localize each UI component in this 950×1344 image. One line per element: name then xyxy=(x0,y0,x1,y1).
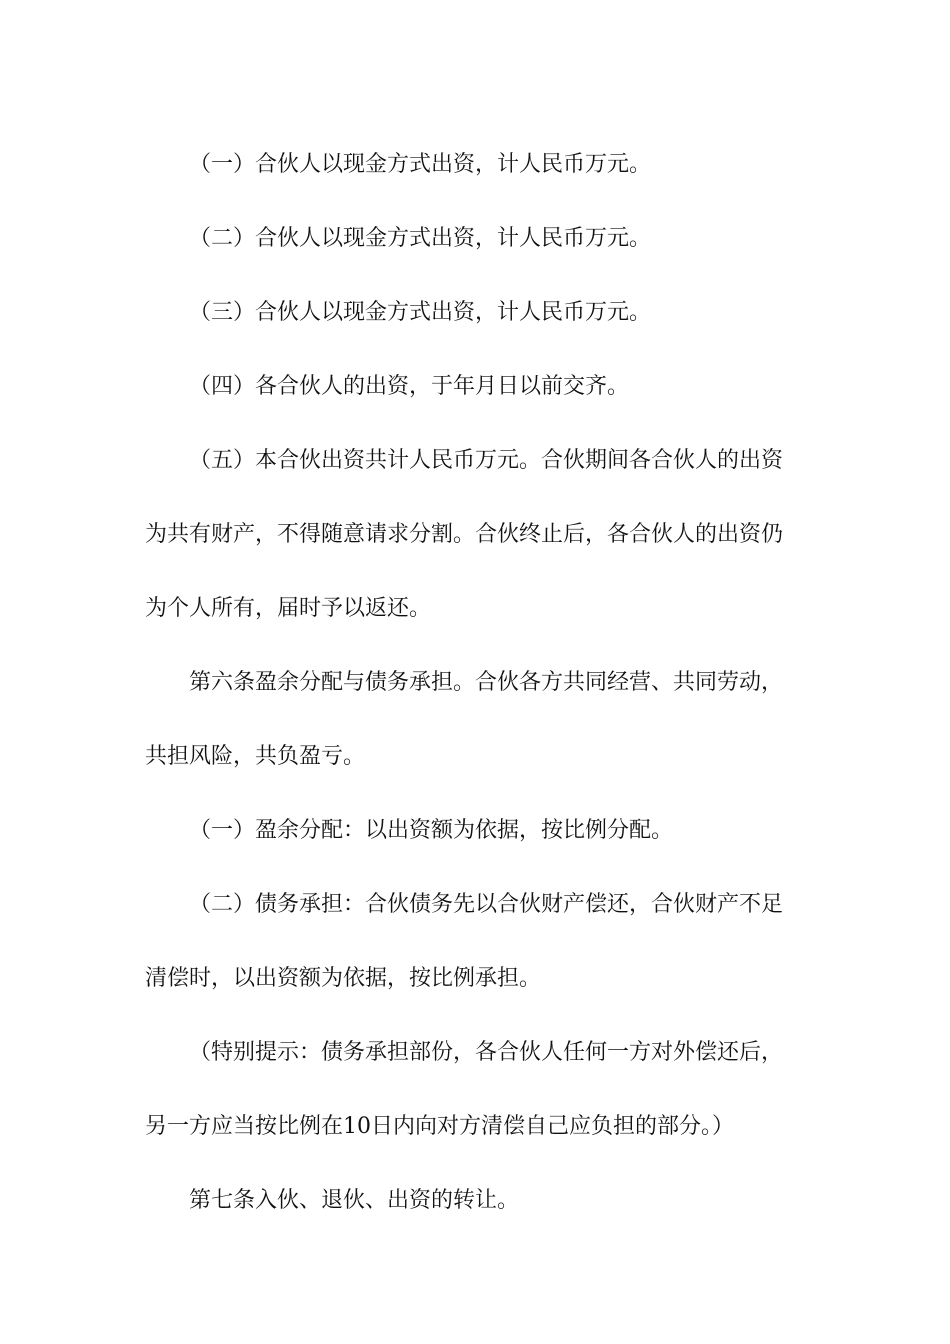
text-line-5: （五）本合伙出资共计人民币万元。合伙期间各合伙人的出资 xyxy=(189,448,784,473)
text-line-8: 第六条盈余分配与债务承担。合伙各方共同经营、共同劳动， xyxy=(189,670,784,695)
text-line-1: （一）合伙人以现金方式出资，计人民币万元。 xyxy=(189,152,652,177)
document-body xyxy=(145,128,805,1238)
text-line-12: 清偿时，以出资额为依据，按比例承担。 xyxy=(145,966,542,991)
text-line-6: 为共有财产，不得随意请求分割。合伙终止后，各合伙人的出资仍 xyxy=(145,522,784,547)
text-line-2: （二）合伙人以现金方式出资，计人民币万元。 xyxy=(189,226,652,251)
text-line-10: （一）盈余分配：以出资额为依据，按比例分配。 xyxy=(189,818,674,843)
text-line-7: 为个人所有，届时予以返还。 xyxy=(145,596,432,621)
text-line-4: （四）各合伙人的出资，于年月日以前交齐。 xyxy=(189,374,630,399)
text-line-11: （二）债务承担：合伙债务先以合伙财产偿还，合伙财产不足 xyxy=(189,892,784,917)
text-line-15: 第七条入伙、退伙、出资的转让。 xyxy=(189,1188,520,1213)
text-line-13: （特别提示：债务承担部份，各合伙人任何一方对外偿还后， xyxy=(189,1040,784,1065)
text-line-9: 共担风险，共负盈亏。 xyxy=(145,744,366,769)
text-line-14: 另一方应当按比例在10日内向对方清偿自己应负担的部分。） xyxy=(145,1114,734,1139)
text-line-3: （三）合伙人以现金方式出资，计人民币万元。 xyxy=(189,300,652,325)
